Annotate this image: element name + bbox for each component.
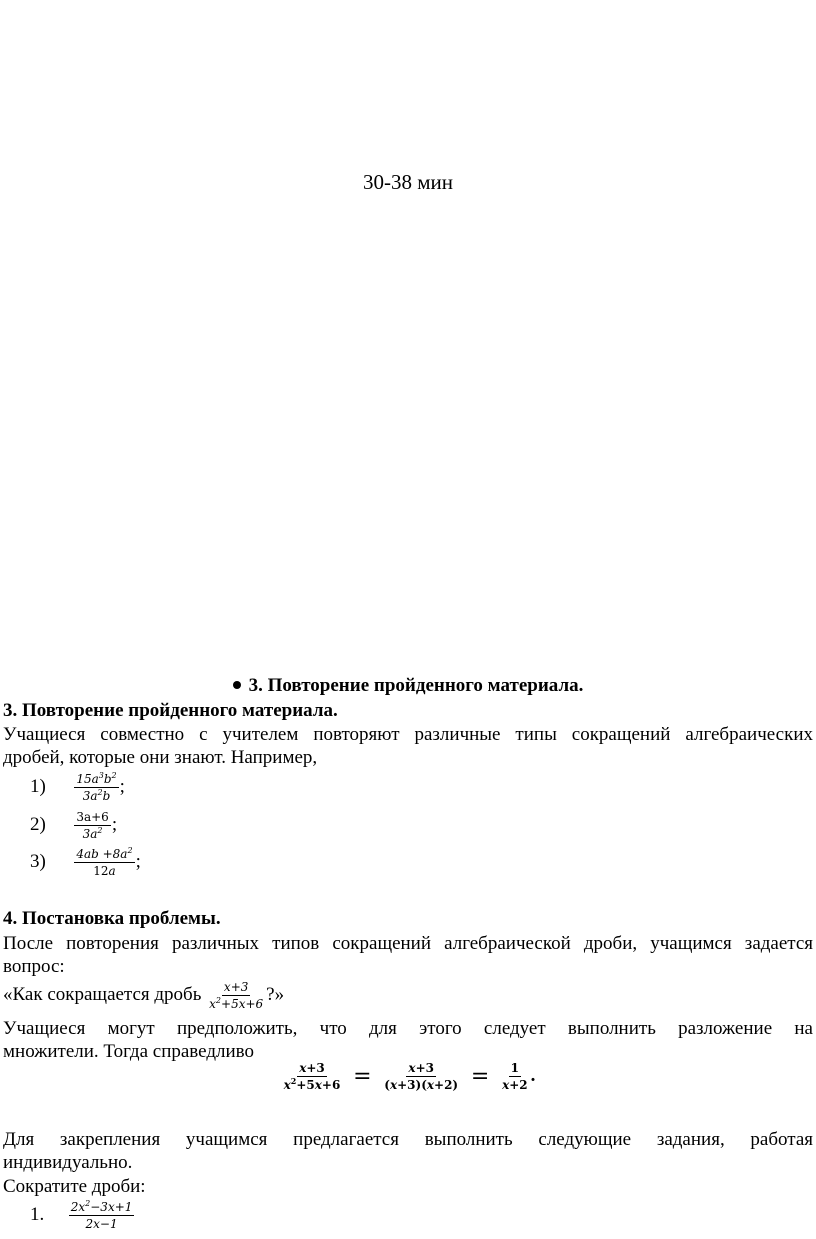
time-label: 30-38 мин (362, 170, 453, 194)
section-3-para-line1: Учащиеся совместно с учителем повторяют различные типы сокращений алгебраических (3, 724, 813, 745)
example-3-number: 3) (30, 850, 46, 872)
question-suffix: ?» (266, 983, 285, 1005)
task-1-number: 1. (30, 1203, 45, 1225)
task-1-fraction: $\frac{2x^2-3x+1}{2x-1}$ (70, 1199, 133, 1231)
example-3 (30, 847, 141, 878)
example-2-fraction: $\frac{3a+6}{3a^2}$ (76, 810, 109, 841)
bullet-heading-text: 3. Повторение пройденного материала. (248, 675, 584, 696)
section-4-title: 4. Постановка проблемы. (3, 908, 221, 929)
equals-sign-1: = (353, 1064, 372, 1089)
section-4-para2-line1: Учащиеся могут предположить, что для этого следует выполнить разложение на (3, 1018, 813, 1039)
section-4-para1-line2: вопрос: (3, 956, 65, 977)
example-2-number: 2) (30, 813, 46, 835)
example-1-suffix: ; (119, 775, 125, 797)
example-1-number: 1) (30, 775, 46, 797)
example-3-suffix: ; (135, 850, 141, 872)
factorization-equation: $\frac{x+3}{x^2+5x+6}$ = $\frac{x+3}{(x+3)(x+2)}$ = $\frac{1}{x+2}$ . (283, 1061, 536, 1092)
example-3-fraction: $\frac{4ab +8a^2}{12a}$ (76, 846, 133, 878)
section-3-para-line2: дробей, которые они знают. Например, (3, 747, 318, 768)
equation-fraction-2: $\frac{x+3}{(x+3)(x+2)}$ (384, 1061, 459, 1092)
example-2-suffix: ; (111, 813, 118, 835)
equals-sign-2: = (470, 1064, 490, 1089)
task-1 (30, 1200, 135, 1231)
equation-fraction-1: $\frac{x+3}{x^2+5x+6}$ (283, 1061, 341, 1092)
question-line (3, 980, 284, 1011)
section-4-para2-line2: множители. Тогда справедливо (3, 1041, 255, 1062)
equation-fraction-3: $\frac{1}{x+2}$ (502, 1061, 528, 1092)
section-4-para3-line2: индивидуально. (3, 1152, 133, 1173)
bullet-heading (0, 675, 816, 697)
section-4-para1-line1: После повторения различных типов сокращений алгебраической дроби, учащимся задается (3, 933, 813, 954)
example-1 (30, 772, 125, 803)
section-3-title: 3. Повторение пройденного материала. (3, 700, 338, 721)
example-1-fraction: $\frac{15a^3b^2}{3a^2b}$ (76, 771, 117, 803)
section-4-para3-line1: Для закрепления учащимся предлагается выполнить следующие задания, работая (3, 1129, 813, 1150)
question-prefix: «Как сокращается дробь (3, 983, 202, 1005)
question-fraction: $\frac{x+3}{x^2+5x+6}$ (209, 980, 264, 1011)
bullet-icon (233, 681, 241, 689)
example-2 (30, 810, 117, 841)
task-label: Сократите дроби: (3, 1176, 146, 1197)
